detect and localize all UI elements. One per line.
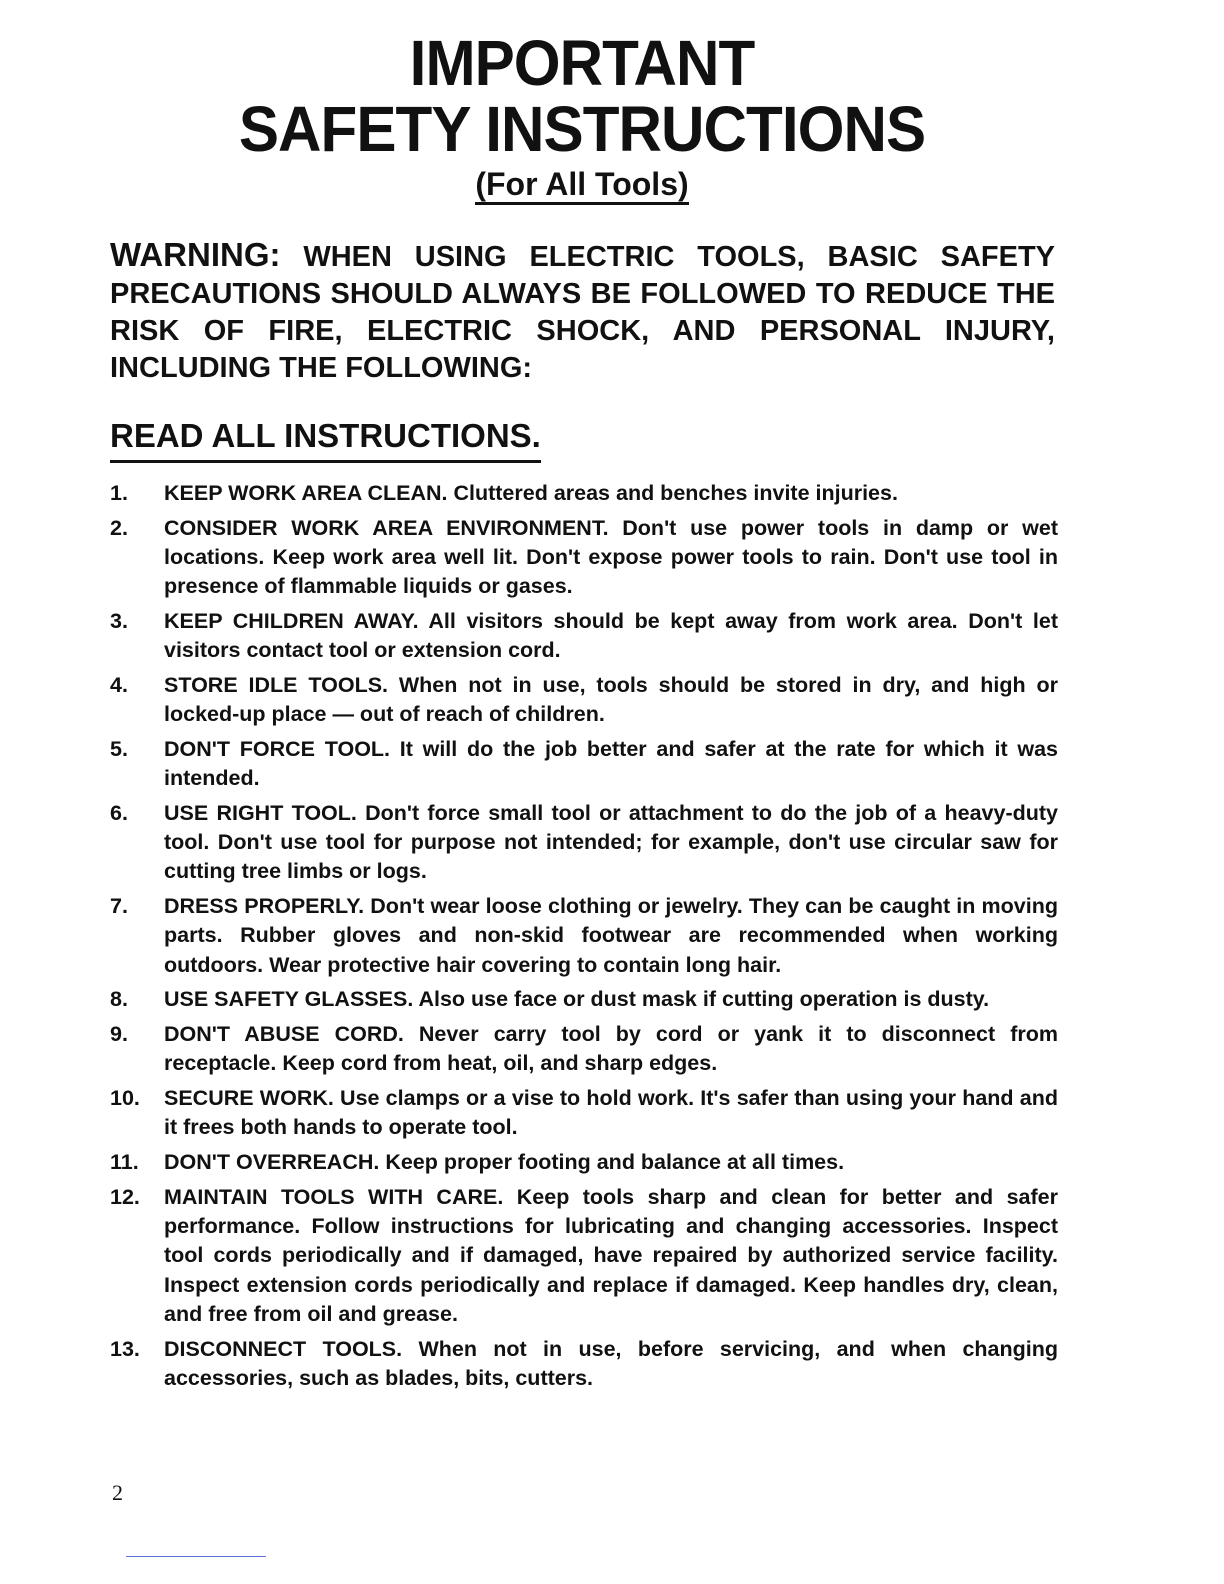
- instruction-item: [110, 607, 1058, 665]
- warning-paragraph: [110, 236, 1055, 387]
- instruction-text: DON'T ABUSE CORD. Never carry tool by cord or yank it to disconnect from receptacle. Keep cord from heat, oil, and sharp edges.: [164, 1022, 1058, 1076]
- instruction-item: [110, 1183, 1058, 1329]
- instruction-number: 9.: [110, 1022, 128, 1047]
- instruction-text: STORE IDLE TOOLS. When not in use, tools should be stored in dry, and high or locked-up place — out of reach of children.: [164, 673, 1058, 727]
- instruction-item: [110, 479, 1058, 508]
- warning-text: WHEN USING ELECTRIC TOOLS, BASIC SAFETY PRECAUTIONS SHOULD ALWAYS BE FOLLOWED TO REDUCE THE RISK OF FIRE, ELECTRIC SHOCK, AND PERSONAL INJURY, INCLUDING THE FOLLOWING:: [110, 241, 1055, 384]
- instruction-number: 6.: [110, 801, 128, 825]
- page-subtitle: [0, 164, 1164, 204]
- instruction-number: 1.: [110, 481, 128, 505]
- section-heading: READ ALL INSTRUCTIONS.: [110, 414, 541, 463]
- instruction-item: [110, 735, 1058, 793]
- instruction-text: DON'T OVERREACH. Keep proper footing and balance at all times.: [164, 1150, 845, 1175]
- instruction-number: 7.: [110, 894, 128, 919]
- footer-divider: [126, 1556, 266, 1557]
- instruction-number: 8.: [110, 987, 128, 1012]
- instruction-item: [110, 514, 1058, 602]
- instruction-number: 13.: [110, 1336, 140, 1361]
- instruction-text: MAINTAIN TOOLS WITH CARE. Keep tools sharp and clean for better and safer performance. Follow instructions for lubricating and changing accessories. Inspect tool cords periodically and if damaged, have repaired by authorized service facility. Inspect extension cords periodically and replace if damaged. Keep handles dry, clean, and free from oil and grease.: [164, 1185, 1058, 1326]
- instruction-item: [110, 671, 1058, 729]
- instruction-item: [110, 1084, 1058, 1142]
- page-subtitle-text: (For All Tools): [475, 166, 688, 205]
- instruction-item: [110, 1020, 1058, 1078]
- instruction-number: 10.: [110, 1086, 140, 1111]
- instruction-item: [110, 1148, 1058, 1177]
- instructions-list: [110, 479, 1058, 1399]
- instruction-text: KEEP CHILDREN AWAY. All visitors should be kept away from work area. Don't let visitors contact tool or extension cord.: [164, 609, 1058, 663]
- instruction-item: [110, 985, 1058, 1014]
- instruction-text: SECURE WORK. Use clamps or a vise to hold work. It's safer than using your hand and it frees both hands to operate tool.: [164, 1086, 1058, 1140]
- page-number: 2: [112, 1480, 123, 1505]
- instruction-item: [110, 1335, 1058, 1393]
- instruction-number: 3.: [110, 609, 128, 633]
- title-block: [0, 27, 1164, 204]
- instruction-text: DISCONNECT TOOLS. When not in use, before servicing, and when changing accessories, such as blades, bits, cutters.: [164, 1336, 1058, 1390]
- instruction-text: DON'T FORCE TOOL. It will do the job better and safer at the rate for which it was intended.: [164, 737, 1058, 791]
- page-title-line-1: IMPORTANT: [409, 27, 755, 99]
- instruction-text: USE RIGHT TOOL. Don't force small tool or attachment to do the job of a heavy-duty tool. Don't use tool for purpose not intended; for example, don't use circular saw for cutting tree limbs or logs.: [164, 801, 1058, 884]
- instruction-number: 4.: [110, 673, 128, 697]
- warning-label: WARNING:: [110, 236, 281, 273]
- instruction-number: 2.: [110, 515, 128, 540]
- instruction-number: 12.: [110, 1185, 140, 1209]
- instruction-number: 11.: [110, 1150, 139, 1175]
- instruction-text: KEEP WORK AREA CLEAN. Cluttered areas and benches invite injuries.: [164, 481, 898, 505]
- instruction-text: CONSIDER WORK AREA ENVIRONMENT. Don't use power tools in damp or wet locations. Keep work area well lit. Don't expose power tools to rain. Don't use tool in presence of flammable liquids or gases.: [164, 515, 1058, 599]
- instruction-text: DRESS PROPERLY. Don't wear loose clothing or jewelry. They can be caught in moving parts. Rubber gloves and non-skid footwear are recommended when working outdoors. Wear protective hair covering to contain long hair.: [164, 894, 1058, 977]
- page-title-line-2: SAFETY INSTRUCTIONS: [238, 93, 926, 165]
- instruction-item: [110, 892, 1058, 980]
- instruction-text: USE SAFETY GLASSES. Also use face or dust mask if cutting operation is dusty.: [164, 987, 990, 1012]
- instruction-number: 5.: [110, 737, 128, 761]
- instruction-item: [110, 799, 1058, 887]
